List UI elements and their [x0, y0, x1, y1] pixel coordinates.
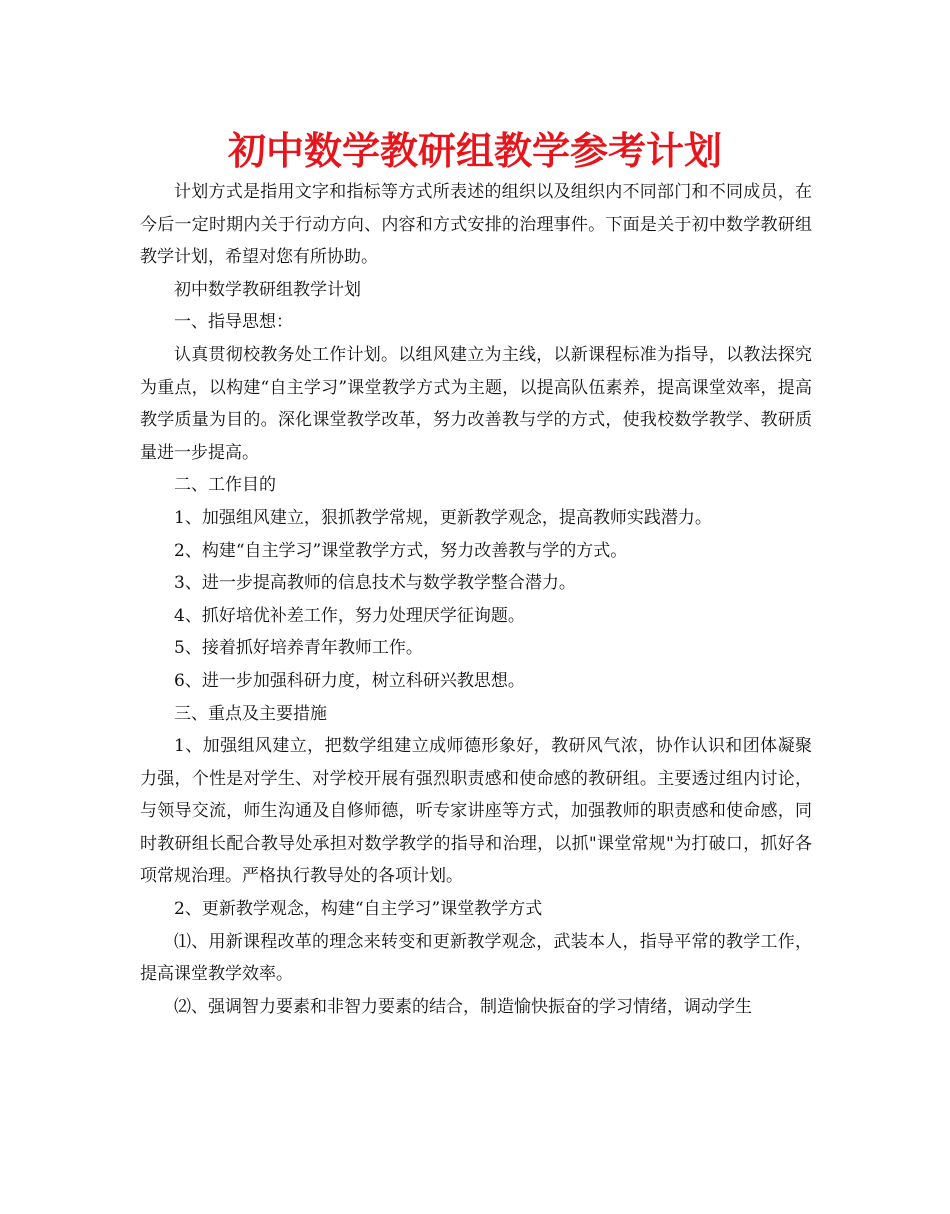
paragraph-guiding-thought: 认真贯彻校教务处工作计划。以组风建立为主线，以新课程标准为指导，以教法探究为重点，以构建“自主学习”课堂教学方式为主题，以提高队伍素养，提高课堂效率，提高教学质量为目的。深化课堂教学改革，努力改善教与学的方式，使我校数学教学、教研质量进一步提高。 [140, 344, 812, 463]
paragraph-measure-1: 1、加强组风建立，把数学组建立成师德形象好，教研风气浓，协作认识和团体凝聚力强，个性是对学生、对学校开展有强烈职责感和使命感的教研组。主要透过组内讨论，与领导交流，师生沟通及自修师德，听专家讲座等方式，加强教师的职责感和使命感，同时教研组长配合教导处承担对数学教学的指导和治理，以抓"课堂常规"为打破口，抓好各项常规治理。严格执行教导处的各项计划。 [140, 736, 812, 887]
document-title: 初中数学教研组教学参考计划 [227, 129, 722, 173]
section-heading-guiding-thought: 一、指导思想： [174, 312, 293, 333]
list-item-goal-6: 6、进一步加强科研力度，树立科研兴教思想。 [174, 670, 525, 691]
section-heading-work-goals: 二、工作目的 [174, 475, 276, 496]
list-item-goal-2: 2、构建“自主学习”课堂教学方式，努力改善教与学的方式。 [174, 540, 628, 561]
paragraph-measure-2-item-2: ⑵、强调智力要素和非智力要素的结合，制造愉快振奋的学习情绪，调动学生 [174, 996, 752, 1017]
list-item-goal-3: 3、进一步提高教师的信息技术与数学教学整合潜力。 [174, 573, 576, 594]
paragraph-measure-2-heading: 2、更新教学观念，构建“自主学习”课堂教学方式 [174, 899, 543, 920]
paragraph-measure-2-item-1: ⑴、用新课程改革的理念来转变和更新教学观念，武装本人，指导平常的教学工作，提高课堂教学效率。 [140, 931, 812, 985]
paragraph-plan-heading: 初中数学教研组教学计划 [174, 279, 361, 300]
list-item-goal-4: 4、抓好培优补差工作，努力处理厌学征询题。 [174, 605, 525, 626]
list-item-goal-1: 1、加强组风建立，狠抓教学常规，更新教学观念，提高教师实践潜力。 [174, 507, 712, 528]
document-body [140, 176, 812, 1023]
paragraph-intro: 计划方式是指用文字和指标等方式所表述的组织以及组织内不同部门和不同成员，在今后一定时期内关于行动方向、内容和方式安排的治理事件。下面是关于初中数学教研组教学计划，希望对您有所协助。 [140, 182, 812, 268]
section-heading-key-measures: 三、重点及主要措施 [174, 703, 327, 724]
list-item-goal-5: 5、接着抓好培养青年教师工作。 [174, 638, 423, 659]
